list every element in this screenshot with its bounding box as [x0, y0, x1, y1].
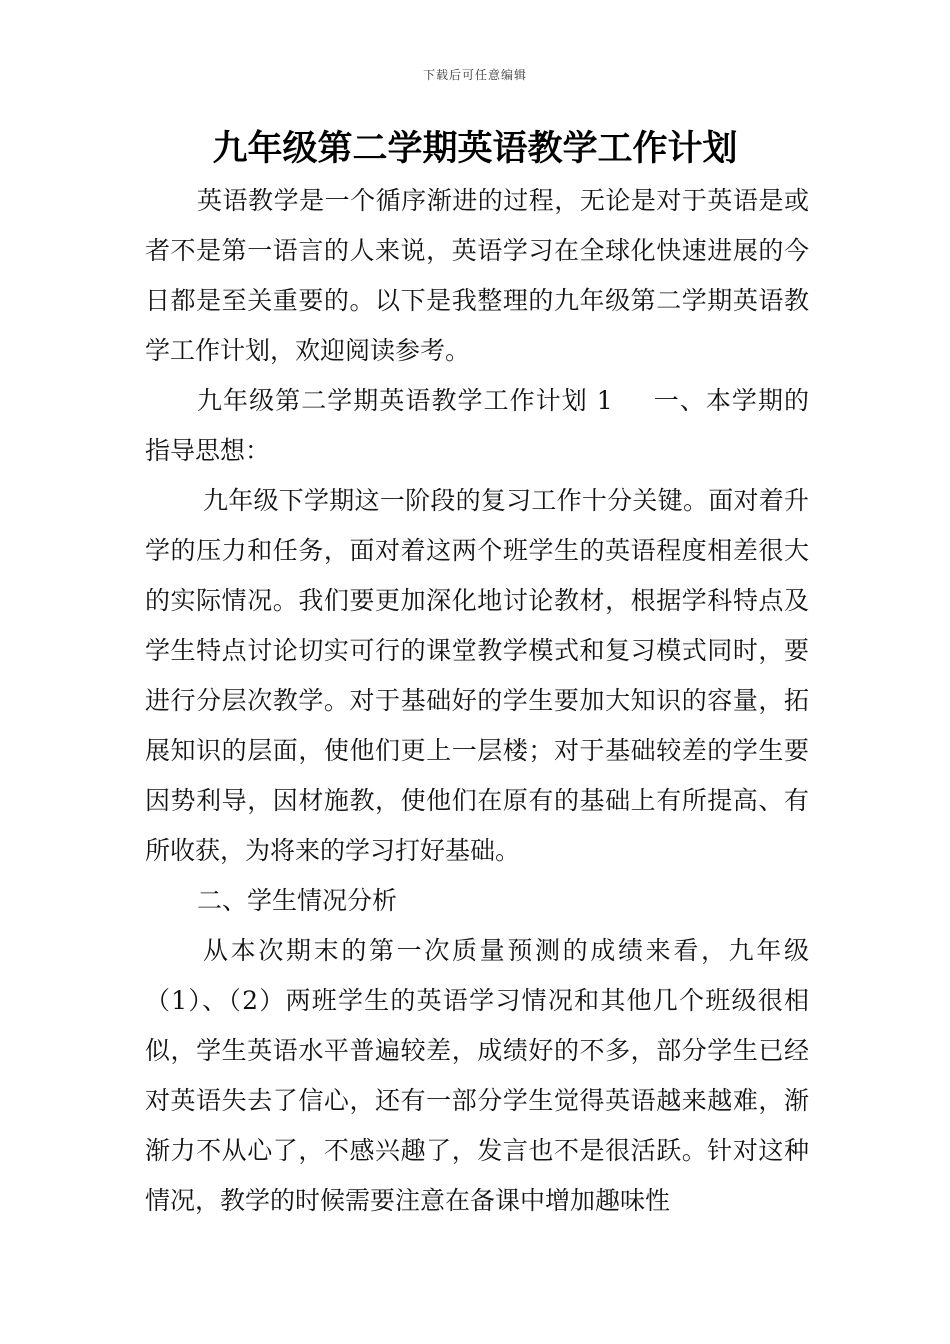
document-title: 九年级第二学期英语教学工作计划: [212, 128, 738, 169]
intro-paragraph: 英语教学是一个循序渐进的过程，无论是对于英语是或者不是第一语言的人来说，英语学习在全球化快速进展的今日都是至关重要的。以下是我整理的九年级第二学期英语教学工作计划，欢迎阅读参考。: [145, 186, 809, 365]
section2-title: 二、学生情况分析: [197, 886, 398, 915]
section2-paragraph: 从本次期末的第一次质量预测的成绩来看，九年级（1）、（2）两班学生的英语学习情况和其他几个班级很相似，学生英语水平普遍较差，成绩好的不多，部分学生已经对英语失去了信心，还有一部分学生觉得英语越来越难，渐渐力不从心了，不感兴趣了，发言也不是很活跃。针对这种情况，教学的时候需要注意在备课中增加趣味性: [145, 936, 809, 1215]
plan-heading: 九年级第二学期英语教学工作计划 1: [197, 386, 613, 415]
section1-paragraph: 九年级下学期这一阶段的复习工作十分关键。面对着升学的压力和任务，面对着这两个班学生的英语程度相差很大的实际情况。我们要更加深化地讨论教材，根据学科特点及学生特点讨论切实可行的课堂教学模式和复习模式同时，要进行分层次教学。对于基础好的学生要加大知识的容量，拓展知识的层面，使他们更上一层楼；对于基础较差的学生要因势利导，因材施教，使他们在原有的基础上有所提高、有所收获，为将来的学习打好基础。: [145, 486, 809, 865]
plan-heading-paragraph: [145, 376, 809, 476]
document-body: [145, 176, 809, 1226]
section1-title: 一、本学期的指导思想：: [145, 386, 809, 465]
header-note: 下载后可任意编辑: [422, 68, 527, 82]
